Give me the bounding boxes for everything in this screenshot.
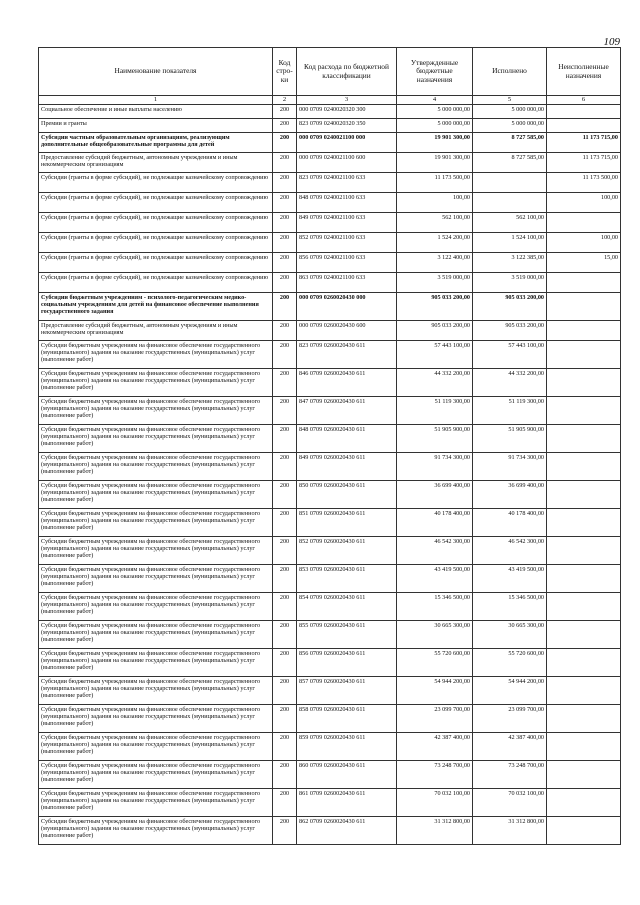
row-executed-cell: 5 000 000,00	[473, 105, 547, 119]
row-budget-code-cell: 852 0709 0260020430 611	[297, 537, 397, 565]
column-number-row	[39, 96, 621, 105]
row-unexecuted-cell	[547, 119, 621, 133]
row-approved-cell: 30 665 300,00	[397, 621, 473, 649]
row-approved-cell: 562 100,00	[397, 213, 473, 233]
row-approved-cell: 905 033 200,00	[397, 321, 473, 341]
row-name-cell: Субсидии (гранты в форме субсидий), не подлежащие казначейскому сопровождению	[39, 173, 273, 193]
table-row	[39, 119, 621, 133]
row-budget-code-cell: 000 0709 0240020320 300	[297, 105, 397, 119]
row-unexecuted-cell	[547, 705, 621, 733]
row-approved-cell: 42 387 400,00	[397, 733, 473, 761]
row-budget-code-cell: 823 0709 0260020430 611	[297, 341, 397, 369]
row-executed-cell: 8 727 585,00	[473, 133, 547, 153]
row-name-cell: Субсидии (гранты в форме субсидий), не подлежащие казначейскому сопровождению	[39, 273, 273, 293]
row-unexecuted-cell: 11 173 715,00	[547, 133, 621, 153]
row-name-cell: Субсидии бюджетным учреждениям на финансовое обеспечение государственного (муниципального) задания на оказание государственных (муниципальных) услуг (выполнение работ)	[39, 565, 273, 593]
row-executed-cell: 562 100,00	[473, 213, 547, 233]
table-row	[39, 233, 621, 253]
row-line-code-cell: 200	[273, 733, 297, 761]
table-row	[39, 153, 621, 173]
row-approved-cell: 100,00	[397, 193, 473, 213]
row-executed-cell	[473, 173, 547, 193]
row-unexecuted-cell	[547, 593, 621, 621]
row-name-cell: Субсидии бюджетным учреждениям на финансовое обеспечение государственного (муниципального) задания на оказание государственных (муниципальных) услуг (выполнение работ)	[39, 537, 273, 565]
row-budget-code-cell: 851 0709 0260020430 611	[297, 509, 397, 537]
row-name-cell: Субсидии бюджетным учреждениям на финансовое обеспечение государственного (муниципального) задания на оказание государственных (муниципальных) услуг (выполнение работ)	[39, 817, 273, 845]
row-unexecuted-cell	[547, 341, 621, 369]
column-number: 5	[473, 96, 547, 105]
row-unexecuted-cell: 100,00	[547, 193, 621, 213]
row-executed-cell: 40 178 400,00	[473, 509, 547, 537]
row-executed-cell: 44 332 200,00	[473, 369, 547, 397]
row-line-code-cell: 200	[273, 253, 297, 273]
row-approved-cell: 36 699 400,00	[397, 481, 473, 509]
table-row	[39, 173, 621, 193]
row-executed-cell: 43 419 500,00	[473, 565, 547, 593]
row-approved-cell: 46 542 300,00	[397, 537, 473, 565]
column-number: 4	[397, 96, 473, 105]
row-line-code-cell: 200	[273, 273, 297, 293]
row-budget-code-cell: 857 0709 0260020430 611	[297, 677, 397, 705]
header-budget-code: Код расхода по бюджетной классификации	[297, 48, 397, 96]
header-executed: Исполнено	[473, 48, 547, 96]
row-line-code-cell: 200	[273, 705, 297, 733]
row-approved-cell: 15 346 500,00	[397, 593, 473, 621]
table-row	[39, 537, 621, 565]
row-line-code-cell: 200	[273, 133, 297, 153]
header-line-code: Код стро-ки	[273, 48, 297, 96]
table-row	[39, 193, 621, 213]
row-approved-cell: 91 734 300,00	[397, 453, 473, 481]
table-row	[39, 509, 621, 537]
row-unexecuted-cell	[547, 321, 621, 341]
row-approved-cell: 5 000 000,00	[397, 119, 473, 133]
row-budget-code-cell: 861 0709 0260020430 611	[297, 789, 397, 817]
row-budget-code-cell: 848 0709 0240021100 633	[297, 193, 397, 213]
row-name-cell: Субсидии бюджетным учреждениям на финансовое обеспечение государственного (муниципального) задания на оказание государственных (муниципальных) услуг (выполнение работ)	[39, 341, 273, 369]
table-row	[39, 733, 621, 761]
row-executed-cell: 73 248 700,00	[473, 761, 547, 789]
table-row	[39, 817, 621, 845]
row-name-cell: Субсидии бюджетным учреждениям на финансовое обеспечение государственного (муниципального) задания на оказание государственных (муниципальных) услуг (выполнение работ)	[39, 481, 273, 509]
row-line-code-cell: 200	[273, 193, 297, 213]
row-budget-code-cell: 000 0709 0240021100 000	[297, 133, 397, 153]
budget-execution-table	[38, 47, 621, 845]
table-row	[39, 789, 621, 817]
row-unexecuted-cell	[547, 369, 621, 397]
table-row	[39, 621, 621, 649]
row-executed-cell: 905 033 200,00	[473, 293, 547, 321]
row-name-cell: Субсидии бюджетным учреждениям на финансовое обеспечение государственного (муниципального) задания на оказание государственных (муниципальных) услуг (выполнение работ)	[39, 649, 273, 677]
row-unexecuted-cell: 100,00	[547, 233, 621, 253]
row-line-code-cell: 200	[273, 105, 297, 119]
table-row	[39, 705, 621, 733]
row-name-cell: Субсидии бюджетным учреждениям на финансовое обеспечение государственного (муниципального) задания на оказание государственных (муниципальных) услуг (выполнение работ)	[39, 761, 273, 789]
row-line-code-cell: 200	[273, 233, 297, 253]
row-approved-cell: 19 901 300,00	[397, 133, 473, 153]
row-unexecuted-cell	[547, 789, 621, 817]
row-name-cell: Субсидии бюджетным учреждениям на финансовое обеспечение государственного (муниципального) задания на оказание государственных (муниципальных) услуг (выполнение работ)	[39, 369, 273, 397]
column-number: 6	[547, 96, 621, 105]
row-approved-cell: 51 905 900,00	[397, 425, 473, 453]
row-executed-cell: 51 905 900,00	[473, 425, 547, 453]
row-line-code-cell: 200	[273, 565, 297, 593]
row-unexecuted-cell	[547, 537, 621, 565]
row-name-cell: Премии и гранты	[39, 119, 273, 133]
row-line-code-cell: 200	[273, 817, 297, 845]
row-budget-code-cell: 000 0709 0240021100 600	[297, 153, 397, 173]
table-row	[39, 133, 621, 153]
row-executed-cell: 42 387 400,00	[473, 733, 547, 761]
row-budget-code-cell: 823 0709 0240021100 633	[297, 173, 397, 193]
row-approved-cell: 23 099 700,00	[397, 705, 473, 733]
row-budget-code-cell: 847 0709 0260020430 611	[297, 397, 397, 425]
row-executed-cell: 55 720 600,00	[473, 649, 547, 677]
row-executed-cell: 36 699 400,00	[473, 481, 547, 509]
row-name-cell: Субсидии бюджетным учреждениям на финансовое обеспечение государственного (муниципального) задания на оказание государственных (муниципальных) услуг (выполнение работ)	[39, 677, 273, 705]
row-executed-cell	[473, 193, 547, 213]
row-budget-code-cell: 000 0709 0260020430 000	[297, 293, 397, 321]
row-approved-cell: 905 033 200,00	[397, 293, 473, 321]
row-approved-cell: 19 901 300,00	[397, 153, 473, 173]
column-number: 2	[273, 96, 297, 105]
table-row	[39, 105, 621, 119]
row-unexecuted-cell: 15,00	[547, 253, 621, 273]
row-line-code-cell: 200	[273, 621, 297, 649]
row-executed-cell: 70 032 100,00	[473, 789, 547, 817]
row-approved-cell: 57 443 100,00	[397, 341, 473, 369]
row-line-code-cell: 200	[273, 293, 297, 321]
row-approved-cell: 70 032 100,00	[397, 789, 473, 817]
row-line-code-cell: 200	[273, 481, 297, 509]
row-name-cell: Субсидии бюджетным учреждениям на финансовое обеспечение государственного (муниципального) задания на оказание государственных (муниципальных) услуг (выполнение работ)	[39, 593, 273, 621]
row-approved-cell: 51 119 300,00	[397, 397, 473, 425]
row-line-code-cell: 200	[273, 425, 297, 453]
table-row	[39, 273, 621, 293]
row-executed-cell: 3 519 000,00	[473, 273, 547, 293]
row-line-code-cell: 200	[273, 537, 297, 565]
row-name-cell: Предоставление субсидий бюджетным, автономным учреждениям и иным некоммерческим организациям	[39, 153, 273, 173]
row-budget-code-cell: 860 0709 0260020430 611	[297, 761, 397, 789]
row-executed-cell: 91 734 300,00	[473, 453, 547, 481]
table-header	[39, 48, 621, 105]
table-row	[39, 369, 621, 397]
row-executed-cell: 51 119 300,00	[473, 397, 547, 425]
row-budget-code-cell: 863 0709 0240021100 633	[297, 273, 397, 293]
row-name-cell: Субсидии бюджетным учреждениям на финансовое обеспечение государственного (муниципального) задания на оказание государственных (муниципальных) услуг (выполнение работ)	[39, 425, 273, 453]
row-name-cell: Предоставление субсидий бюджетным, автономным учреждениям и иным некоммерческим организациям	[39, 321, 273, 341]
row-unexecuted-cell: 11 173 500,00	[547, 173, 621, 193]
row-executed-cell: 8 727 585,00	[473, 153, 547, 173]
table-row	[39, 677, 621, 705]
row-executed-cell: 5 000 000,00	[473, 119, 547, 133]
row-name-cell: Субсидии (гранты в форме субсидий), не подлежащие казначейскому сопровождению	[39, 253, 273, 273]
column-number: 3	[297, 96, 397, 105]
table-row	[39, 321, 621, 341]
row-budget-code-cell: 855 0709 0260020430 611	[297, 621, 397, 649]
row-executed-cell: 3 122 385,00	[473, 253, 547, 273]
row-name-cell: Субсидии бюджетным учреждениям на финансовое обеспечение государственного (муниципального) задания на оказание государственных (муниципальных) услуг (выполнение работ)	[39, 789, 273, 817]
row-line-code-cell: 200	[273, 341, 297, 369]
row-approved-cell: 44 332 200,00	[397, 369, 473, 397]
row-approved-cell: 40 178 400,00	[397, 509, 473, 537]
row-unexecuted-cell	[547, 509, 621, 537]
row-executed-cell: 31 312 800,00	[473, 817, 547, 845]
row-unexecuted-cell	[547, 677, 621, 705]
row-unexecuted-cell	[547, 761, 621, 789]
row-line-code-cell: 200	[273, 369, 297, 397]
row-approved-cell: 73 248 700,00	[397, 761, 473, 789]
table-row	[39, 481, 621, 509]
table-row	[39, 761, 621, 789]
row-approved-cell: 3 519 000,00	[397, 273, 473, 293]
row-budget-code-cell: 823 0709 0240020320 350	[297, 119, 397, 133]
row-name-cell: Социальное обеспечение и иные выплаты населению	[39, 105, 273, 119]
row-approved-cell: 55 720 600,00	[397, 649, 473, 677]
header-name: Наименование показателя	[39, 48, 273, 96]
table-row	[39, 593, 621, 621]
row-budget-code-cell: 000 0709 0260020430 600	[297, 321, 397, 341]
row-unexecuted-cell	[547, 453, 621, 481]
row-unexecuted-cell	[547, 565, 621, 593]
table-row	[39, 453, 621, 481]
row-executed-cell: 15 346 500,00	[473, 593, 547, 621]
row-budget-code-cell: 853 0709 0260020430 611	[297, 565, 397, 593]
row-line-code-cell: 200	[273, 453, 297, 481]
row-line-code-cell: 200	[273, 119, 297, 133]
row-name-cell: Субсидии частным образовательным организациям, реализующим дополнительные общеобразовательные программы для детей	[39, 133, 273, 153]
row-unexecuted-cell	[547, 397, 621, 425]
row-budget-code-cell: 856 0709 0240021100 633	[297, 253, 397, 273]
row-executed-cell: 23 099 700,00	[473, 705, 547, 733]
row-name-cell: Субсидии бюджетным учреждениям - психолого-педагогическим медико-социальным учреждениям для детей на финансовое обеспечение выполнения государственного задания	[39, 293, 273, 321]
row-name-cell: Субсидии бюджетным учреждениям на финансовое обеспечение государственного (муниципального) задания на оказание государственных (муниципальных) услуг (выполнение работ)	[39, 453, 273, 481]
row-line-code-cell: 200	[273, 789, 297, 817]
row-executed-cell: 1 524 100,00	[473, 233, 547, 253]
row-line-code-cell: 200	[273, 153, 297, 173]
row-budget-code-cell: 854 0709 0260020430 611	[297, 593, 397, 621]
table-row	[39, 213, 621, 233]
row-line-code-cell: 200	[273, 649, 297, 677]
row-executed-cell: 30 665 300,00	[473, 621, 547, 649]
page-number: 109	[603, 36, 620, 48]
row-budget-code-cell: 859 0709 0260020430 611	[297, 733, 397, 761]
table-row	[39, 649, 621, 677]
row-unexecuted-cell	[547, 481, 621, 509]
row-unexecuted-cell	[547, 621, 621, 649]
row-name-cell: Субсидии бюджетным учреждениям на финансовое обеспечение государственного (муниципального) задания на оказание государственных (муниципальных) услуг (выполнение работ)	[39, 397, 273, 425]
row-line-code-cell: 200	[273, 677, 297, 705]
row-budget-code-cell: 848 0709 0260020430 611	[297, 425, 397, 453]
row-approved-cell: 11 173 500,00	[397, 173, 473, 193]
table-body	[39, 105, 621, 845]
row-line-code-cell: 200	[273, 397, 297, 425]
row-budget-code-cell: 846 0709 0260020430 611	[297, 369, 397, 397]
table-row	[39, 397, 621, 425]
row-executed-cell: 905 033 200,00	[473, 321, 547, 341]
row-unexecuted-cell	[547, 649, 621, 677]
row-line-code-cell: 200	[273, 593, 297, 621]
row-budget-code-cell: 862 0709 0260020430 611	[297, 817, 397, 845]
table-row	[39, 341, 621, 369]
row-unexecuted-cell	[547, 213, 621, 233]
row-unexecuted-cell	[547, 105, 621, 119]
row-line-code-cell: 200	[273, 509, 297, 537]
row-approved-cell: 5 000 000,00	[397, 105, 473, 119]
table-row	[39, 293, 621, 321]
column-number: 1	[39, 96, 273, 105]
row-line-code-cell: 200	[273, 173, 297, 193]
row-executed-cell: 57 443 100,00	[473, 341, 547, 369]
row-name-cell: Субсидии бюджетным учреждениям на финансовое обеспечение государственного (муниципального) задания на оказание государственных (муниципальных) услуг (выполнение работ)	[39, 509, 273, 537]
row-name-cell: Субсидии бюджетным учреждениям на финансовое обеспечение государственного (муниципального) задания на оказание государственных (муниципальных) услуг (выполнение работ)	[39, 705, 273, 733]
table-row	[39, 253, 621, 273]
table-row	[39, 565, 621, 593]
row-line-code-cell: 200	[273, 321, 297, 341]
header-unexecuted: Неисполненные назначения	[547, 48, 621, 96]
row-name-cell: Субсидии бюджетным учреждениям на финансовое обеспечение государственного (муниципального) задания на оказание государственных (муниципальных) услуг (выполнение работ)	[39, 621, 273, 649]
table-row	[39, 425, 621, 453]
row-budget-code-cell: 849 0709 0260020430 611	[297, 453, 397, 481]
row-name-cell: Субсидии бюджетным учреждениям на финансовое обеспечение государственного (муниципального) задания на оказание государственных (муниципальных) услуг (выполнение работ)	[39, 733, 273, 761]
row-budget-code-cell: 852 0709 0240021100 633	[297, 233, 397, 253]
row-approved-cell: 31 312 800,00	[397, 817, 473, 845]
row-executed-cell: 46 542 300,00	[473, 537, 547, 565]
row-budget-code-cell: 858 0709 0260020430 611	[297, 705, 397, 733]
row-name-cell: Субсидии (гранты в форме субсидий), не подлежащие казначейскому сопровождению	[39, 213, 273, 233]
row-unexecuted-cell	[547, 733, 621, 761]
row-name-cell: Субсидии (гранты в форме субсидий), не подлежащие казначейскому сопровождению	[39, 233, 273, 253]
row-unexecuted-cell	[547, 273, 621, 293]
row-executed-cell: 54 944 200,00	[473, 677, 547, 705]
row-approved-cell: 3 122 400,00	[397, 253, 473, 273]
header-approved: Утвержденные бюджетные назначения	[397, 48, 473, 96]
row-unexecuted-cell	[547, 425, 621, 453]
row-unexecuted-cell: 11 173 715,00	[547, 153, 621, 173]
row-name-cell: Субсидии (гранты в форме субсидий), не подлежащие казначейскому сопровождению	[39, 193, 273, 213]
row-budget-code-cell: 856 0709 0260020430 611	[297, 649, 397, 677]
row-approved-cell: 54 944 200,00	[397, 677, 473, 705]
row-approved-cell: 1 524 200,00	[397, 233, 473, 253]
row-budget-code-cell: 849 0709 0240021100 633	[297, 213, 397, 233]
row-approved-cell: 43 419 500,00	[397, 565, 473, 593]
row-unexecuted-cell	[547, 293, 621, 321]
row-line-code-cell: 200	[273, 213, 297, 233]
row-line-code-cell: 200	[273, 761, 297, 789]
row-unexecuted-cell	[547, 817, 621, 845]
row-budget-code-cell: 850 0709 0260020430 611	[297, 481, 397, 509]
